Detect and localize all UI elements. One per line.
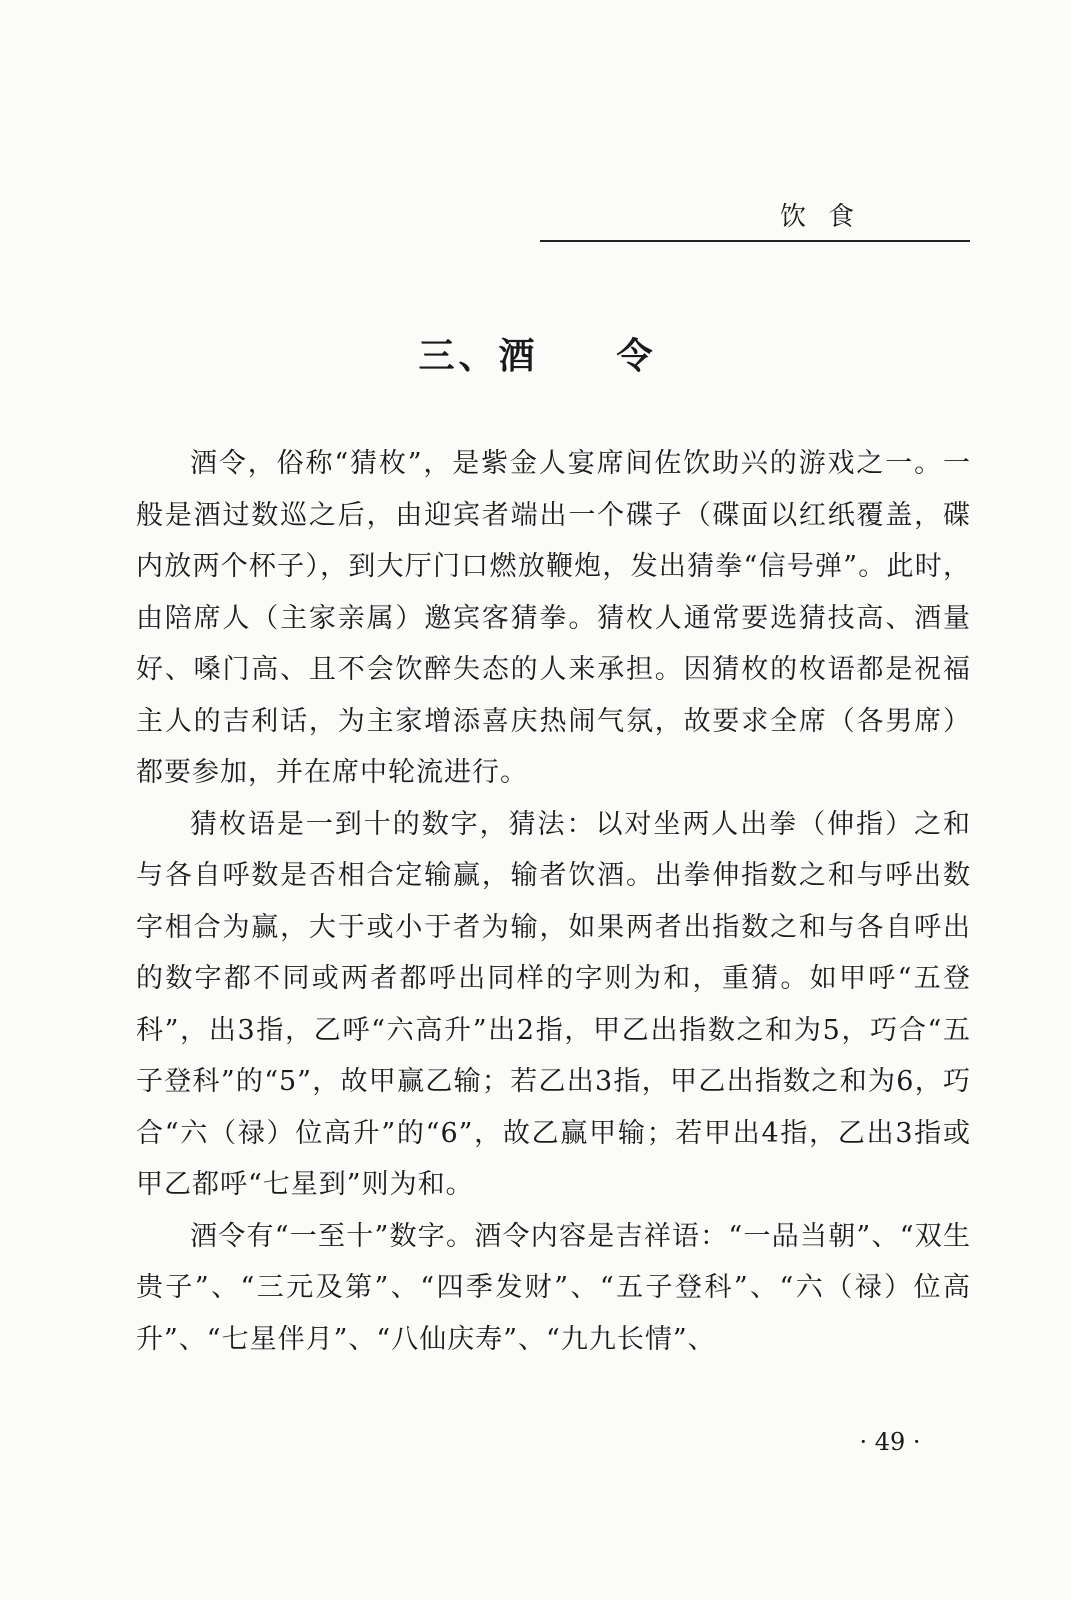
section-title-left: 三、酒	[418, 335, 539, 377]
running-header: 饮食	[780, 202, 877, 232]
section-title	[0, 328, 1071, 379]
paragraph-2: 猜枚语是一到十的数字，猜法：以对坐两人出拳（伸指）之和与各自呼数是否相合定输赢，输者饮酒。出拳伸指数之和与呼出数字相合为赢，大于或小于者为输，如果两者出指数之和与各自呼出的数字都不同或两者都呼出同样的字则为和，重猜。如甲呼“五登科”，出3指，乙呼“六高升”出2指，甲乙出指数之和为5，巧合“五子登科”的“5”，故甲赢乙输；若乙出3指，甲乙出指数之和为6，巧合“六（禄）位高升”的“6”，故乙赢甲输；若甲出4指，乙出3指或甲乙都呼“七星到”则为和。	[136, 808, 971, 1200]
header-rule	[540, 240, 970, 242]
section-title-right: 令	[616, 335, 653, 377]
paragraph-3: 酒令有“一至十”数字。酒令内容是吉祥语：“一品当朝”、“双生贵子”、“三元及第”、“四季发财”、“五子登科”、“六（禄）位高升”、“七星伴月”、“八仙庆寿”、“九九长情”、	[136, 1220, 971, 1355]
paragraph-1: 酒令，俗称“猜枚”，是紫金人宴席间佐饮助兴的游戏之一。一般是酒过数巡之后，由迎宾者端出一个碟子（碟面以红纸覆盖，碟内放两个杯子），到大厅门口燃放鞭炮，发出猜拳“信号弹”。此时，由陪席人（主家亲属）邀宾客猜拳。猜枚人通常要选猜技高、酒量好、嗓门高、且不会饮醉失态的人来承担。因猜枚的枚语都是祝福主人的吉利话，为主家增添喜庆热闹气氛，故要求全席（各男席）都要参加，并在席中轮流进行。	[136, 448, 971, 788]
body-text	[136, 438, 971, 1365]
page-number: · 49 ·	[859, 1428, 921, 1456]
